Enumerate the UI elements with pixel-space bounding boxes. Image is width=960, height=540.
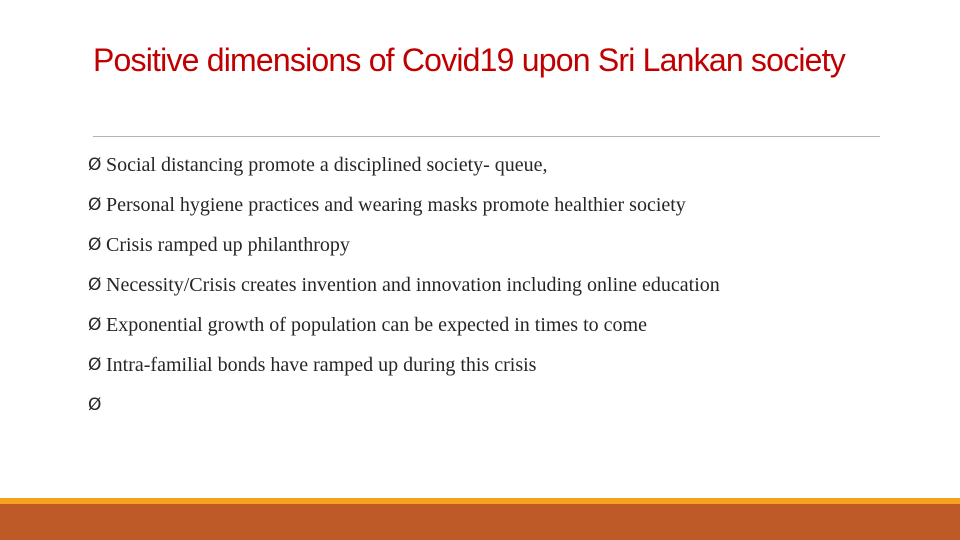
arrow-bullet-icon: Ø xyxy=(88,355,102,375)
bullet-text: Crisis ramped up philanthropy xyxy=(106,234,350,256)
arrow-bullet-icon: Ø xyxy=(88,195,102,215)
bullet-item xyxy=(88,345,720,385)
arrow-bullet-icon: Ø xyxy=(88,315,102,335)
bullet-text: Personal hygiene practices and wearing masks promote healthier society xyxy=(106,194,686,216)
bullet-list xyxy=(88,145,720,425)
bullet-item xyxy=(88,305,720,345)
bullet-item xyxy=(88,225,720,265)
bullet-item xyxy=(88,385,720,425)
arrow-bullet-icon: Ø xyxy=(88,275,102,295)
bullet-item xyxy=(88,265,720,305)
arrow-bullet-icon: Ø xyxy=(88,155,102,175)
title-divider xyxy=(93,136,880,137)
bullet-text: Social distancing promote a disciplined society- queue, xyxy=(106,154,548,176)
bullet-item xyxy=(88,185,720,225)
bullet-text: Exponential growth of population can be expected in times to come xyxy=(106,314,647,336)
arrow-bullet-icon: Ø xyxy=(88,395,102,415)
bullet-text: Intra-familial bonds have ramped up during this crisis xyxy=(106,354,537,376)
slide-title: Positive dimensions of Covid19 upon Sri Lankan society xyxy=(93,42,845,78)
bullet-text: Necessity/Crisis creates invention and innovation including online education xyxy=(106,274,720,296)
footer-band xyxy=(0,504,960,540)
arrow-bullet-icon: Ø xyxy=(88,235,102,255)
bullet-item xyxy=(88,145,720,185)
